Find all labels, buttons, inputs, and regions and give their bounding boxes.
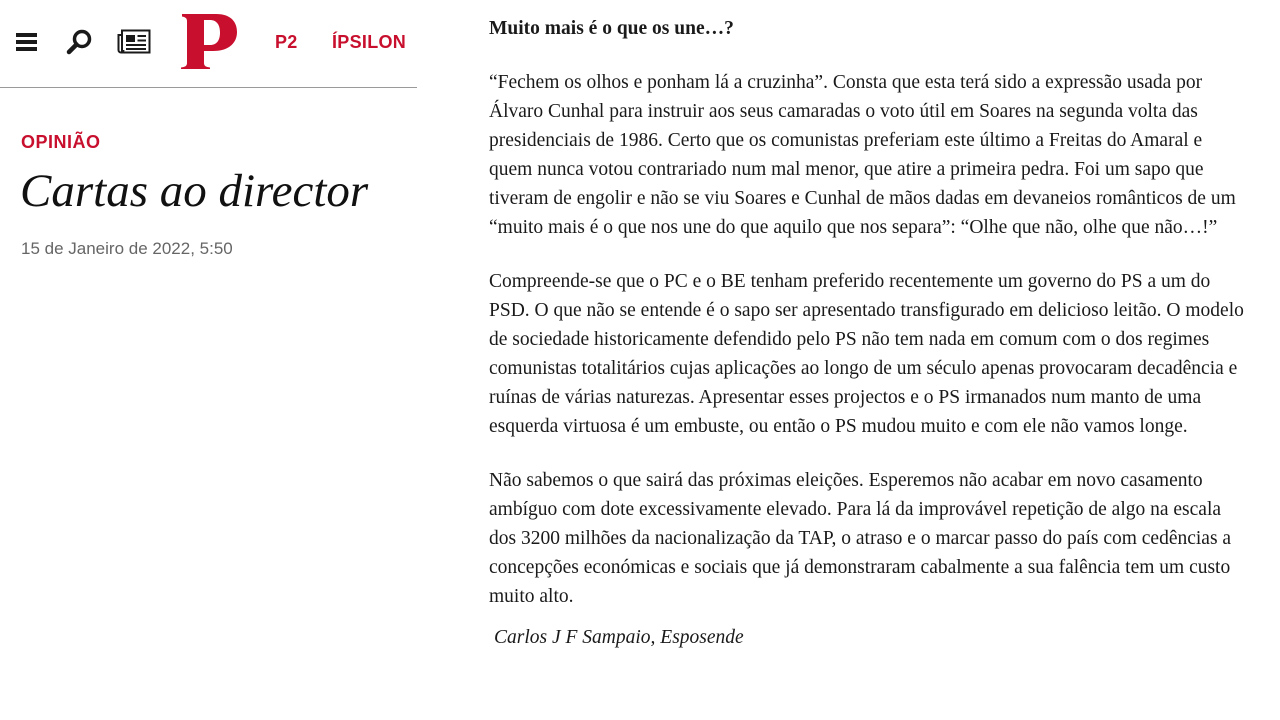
section-label[interactable]: OPINIÃO [21,132,101,152]
article-body [489,14,1249,665]
hamburger-menu-icon[interactable] [16,31,38,53]
nav-link-p2[interactable]: P2 [275,32,298,52]
body-paragraph: Compreende-se que o PC e o BE tenham preferido recentemente um governo do PS a um do PSD. O que não se entende é o sapo ser apresentado transfigurado em delicioso leitão. O modelo de sociedade historicamente defendido pelo PS não tem nada em comum com o dos regimes comunistas totalitários cujas aplicações ao longo de um século apenas provocaram decadência e ruínas de várias naturezas. Apresentar esses projectos e o PS irmanados num manto de uma esquerda virtuosa é um embuste, ou então o PS mudou muito e com ele não vamos longe. [489,271,1244,437]
letter-signature: Carlos J F Sampaio, Esposende [494,627,744,648]
body-paragraph: “Fechem os olhos e ponham lá a cruzinha”. Consta que esta terá sido a expressão usada por Álvaro Cunhal para instruir aos seus camaradas o voto útil em Soares na segunda volta das presidenciais de 1986. Certo que os comunistas preferiam este último a Freitas do Amaral e quem nunca votou contrariado num mal menor, que atire a primeira pedra. Foi um sapo que tiveram de engolir e não se viu Soares e Cunhal de mãos dadas em devaneios românticos de um “muito mais é o que nos une do que aquilo que nos separa”: “Olhe que não, olhe que não…!” [489,72,1236,238]
article-date: 15 de Janeiro de 2022, 5:50 [21,239,233,258]
article-title: Cartas ao director [20,165,369,217]
letter-heading: Muito mais é o que os une…? [489,18,734,39]
body-paragraph: Não sabemos o que sairá das próximas eleições. Esperemos não acabar em novo casamento ambíguo com dote excessivamente elevado. Para lá da improvável repetição de algo na escala dos 3200 milhões da nacionalização da TAP, o atraso e o marcar passo do país com cedências a concepções económicas e sociais que já demonstraram cabalmente a sua falência tem um custo muito alto. [489,470,1232,607]
nav-link-ipsilon[interactable]: ÍPSILON [332,32,407,52]
top-navigation-bar [0,0,417,88]
newspaper-icon[interactable] [117,29,151,55]
search-icon[interactable] [66,28,94,56]
publico-p-logo[interactable] [180,10,240,72]
